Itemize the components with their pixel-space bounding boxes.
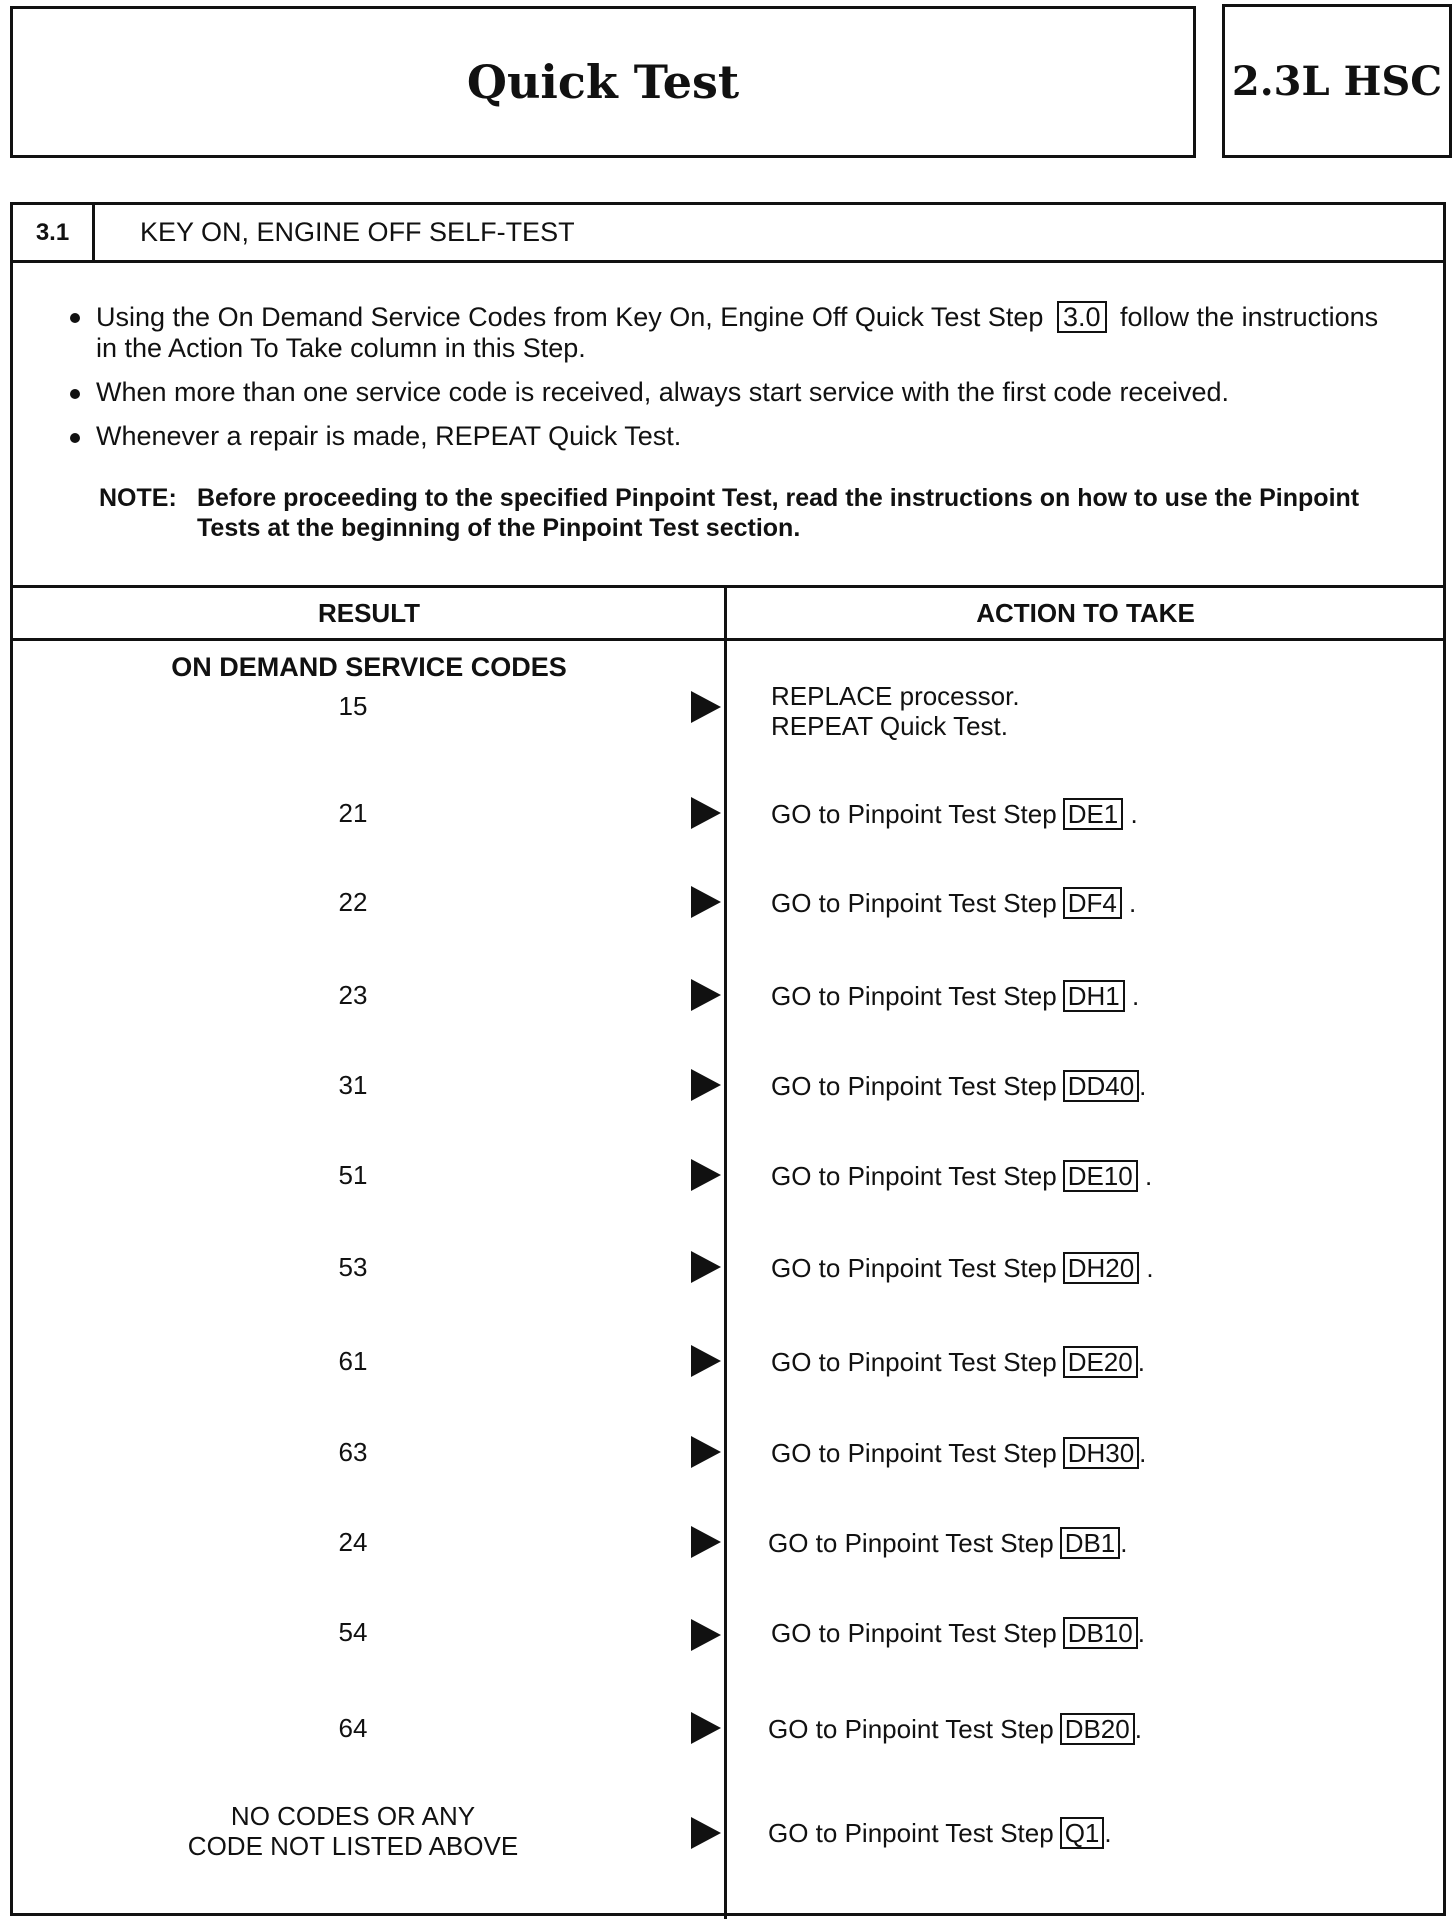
arrow-right-icon [691, 1345, 721, 1377]
action-text [771, 1070, 1146, 1102]
arrow-right-icon [691, 886, 721, 918]
service-code: 23 [338, 980, 368, 1010]
step-reference-box: 3.0 [1057, 301, 1107, 333]
action-text [771, 1617, 1145, 1649]
action-end: . [1139, 1438, 1147, 1468]
pinpoint-step-link[interactable]: DD40 [1063, 1070, 1139, 1102]
arrow-right-icon [691, 691, 721, 723]
service-code [13, 1801, 693, 1861]
action-text [771, 681, 1020, 741]
instruction-item [68, 301, 1398, 363]
pinpoint-step-link[interactable]: DB10 [1063, 1617, 1138, 1649]
action-end: . [1131, 981, 1140, 1011]
pinpoint-step-link[interactable]: DF4 [1063, 887, 1122, 919]
instruction-item [68, 421, 1398, 451]
action-end: . [1104, 1818, 1112, 1848]
action-text [771, 887, 1136, 919]
arrow-right-icon [691, 1619, 721, 1651]
action-text [771, 798, 1138, 830]
instruction-item [68, 377, 1398, 407]
code-line: CODE NOT LISTED ABOVE [187, 1831, 519, 1861]
pinpoint-step-link[interactable]: DH20 [1063, 1252, 1139, 1284]
action-end: . [1139, 1071, 1147, 1101]
action-line: REPLACE processor. [771, 681, 1020, 711]
action-text [768, 1527, 1128, 1559]
service-code: 22 [338, 887, 368, 917]
instruction-text: Using the On Demand Service Codes from Key On, Engine Off Quick Test Step [96, 302, 1044, 332]
step-number: 3.1 [13, 205, 95, 260]
action-end: . [1129, 888, 1137, 918]
action-text [771, 1252, 1154, 1284]
result-column-header: RESULT [317, 598, 421, 628]
service-code: 31 [338, 1070, 368, 1100]
arrow-right-icon [691, 1069, 721, 1101]
pinpoint-step-link[interactable]: DB1 [1060, 1527, 1121, 1559]
action-end: . [1120, 1528, 1128, 1558]
action-line: REPEAT Quick Test. [771, 711, 1008, 741]
engine-label-box [1222, 4, 1452, 158]
arrow-right-icon [691, 1817, 721, 1849]
action-text [768, 1817, 1112, 1849]
instruction-text: Whenever a repair is made, REPEAT Quick Test. [96, 421, 682, 451]
service-code: 24 [338, 1527, 368, 1557]
code-line: NO CODES OR ANY [230, 1801, 476, 1831]
action-column-header: ACTION TO TAKE [976, 598, 1195, 628]
action-end: . [1146, 1253, 1154, 1283]
service-code: 53 [338, 1252, 368, 1282]
service-code: 63 [338, 1437, 368, 1467]
action-end: . [1130, 799, 1138, 829]
action-end: . [1137, 1347, 1145, 1377]
pinpoint-step-link[interactable]: DE20 [1063, 1346, 1138, 1378]
table-header [13, 585, 1443, 641]
service-code: 51 [338, 1160, 368, 1190]
action-prefix: GO to Pinpoint Test Step [771, 1347, 1057, 1377]
action-prefix: GO to Pinpoint Test Step [771, 1161, 1057, 1191]
service-code: 15 [338, 691, 368, 721]
action-prefix: GO to Pinpoint Test Step [771, 1071, 1057, 1101]
service-code: 54 [338, 1617, 368, 1647]
engine-label: 2.3L HSC [1231, 57, 1443, 105]
action-text [771, 1160, 1152, 1192]
note [99, 483, 1399, 543]
arrow-right-icon [691, 1251, 721, 1283]
action-prefix: GO to Pinpoint Test Step [768, 1818, 1054, 1848]
arrow-right-icon [691, 1159, 721, 1191]
action-end: . [1144, 1161, 1153, 1191]
action-prefix: GO to Pinpoint Test Step [771, 1438, 1057, 1468]
step-title: KEY ON, ENGINE OFF SELF-TEST [140, 217, 575, 247]
pinpoint-step-link[interactable]: DB20 [1060, 1713, 1135, 1745]
action-prefix: GO to Pinpoint Test Step [771, 1618, 1057, 1648]
pinpoint-step-link[interactable]: Q1 [1060, 1817, 1105, 1849]
arrow-right-icon [691, 1436, 721, 1468]
note-text: Before proceeding to the specified Pinpoint Test, read the instructions on how to use the Pinpoint Tests at the beginning of the Pinpoint Test section. [197, 484, 1360, 542]
column-divider [724, 585, 727, 1919]
action-end: . [1137, 1618, 1145, 1648]
arrow-right-icon [691, 979, 721, 1011]
note-label: NOTE: [99, 484, 177, 512]
instruction-list [68, 301, 1398, 465]
pinpoint-step-link[interactable]: DH30 [1063, 1437, 1139, 1469]
pinpoint-step-link[interactable]: DE10 [1063, 1160, 1138, 1192]
action-text [771, 1437, 1146, 1469]
service-code: 64 [338, 1713, 368, 1743]
action-text [771, 1346, 1145, 1378]
action-text [768, 1713, 1142, 1745]
arrow-right-icon [691, 1526, 721, 1558]
page-title: Quick Test [466, 55, 740, 109]
codes-heading: ON DEMAND SERVICE CODES [171, 652, 567, 682]
page-title-box [10, 6, 1196, 158]
action-prefix: GO to Pinpoint Test Step [771, 1253, 1057, 1283]
arrow-right-icon [691, 797, 721, 829]
service-code: 21 [338, 798, 368, 828]
action-prefix: GO to Pinpoint Test Step [768, 1714, 1054, 1744]
action-prefix: GO to Pinpoint Test Step [768, 1528, 1054, 1558]
action-prefix: GO to Pinpoint Test Step [771, 888, 1057, 918]
action-text [771, 980, 1139, 1012]
pinpoint-step-link[interactable]: DE1 [1063, 798, 1124, 830]
action-prefix: GO to Pinpoint Test Step [771, 799, 1057, 829]
step-header [13, 205, 1443, 263]
pinpoint-step-link[interactable]: DH1 [1063, 980, 1125, 1012]
step-panel [10, 202, 1446, 1916]
instruction-text: follow the instructions in the Action To Take column in this Step. [96, 302, 1379, 363]
action-prefix: GO to Pinpoint Test Step [771, 981, 1057, 1011]
arrow-right-icon [691, 1712, 721, 1744]
action-end: . [1134, 1714, 1142, 1744]
service-code: 61 [338, 1346, 368, 1376]
instruction-text: When more than one service code is received, always start service with the first code received. [96, 377, 1229, 407]
